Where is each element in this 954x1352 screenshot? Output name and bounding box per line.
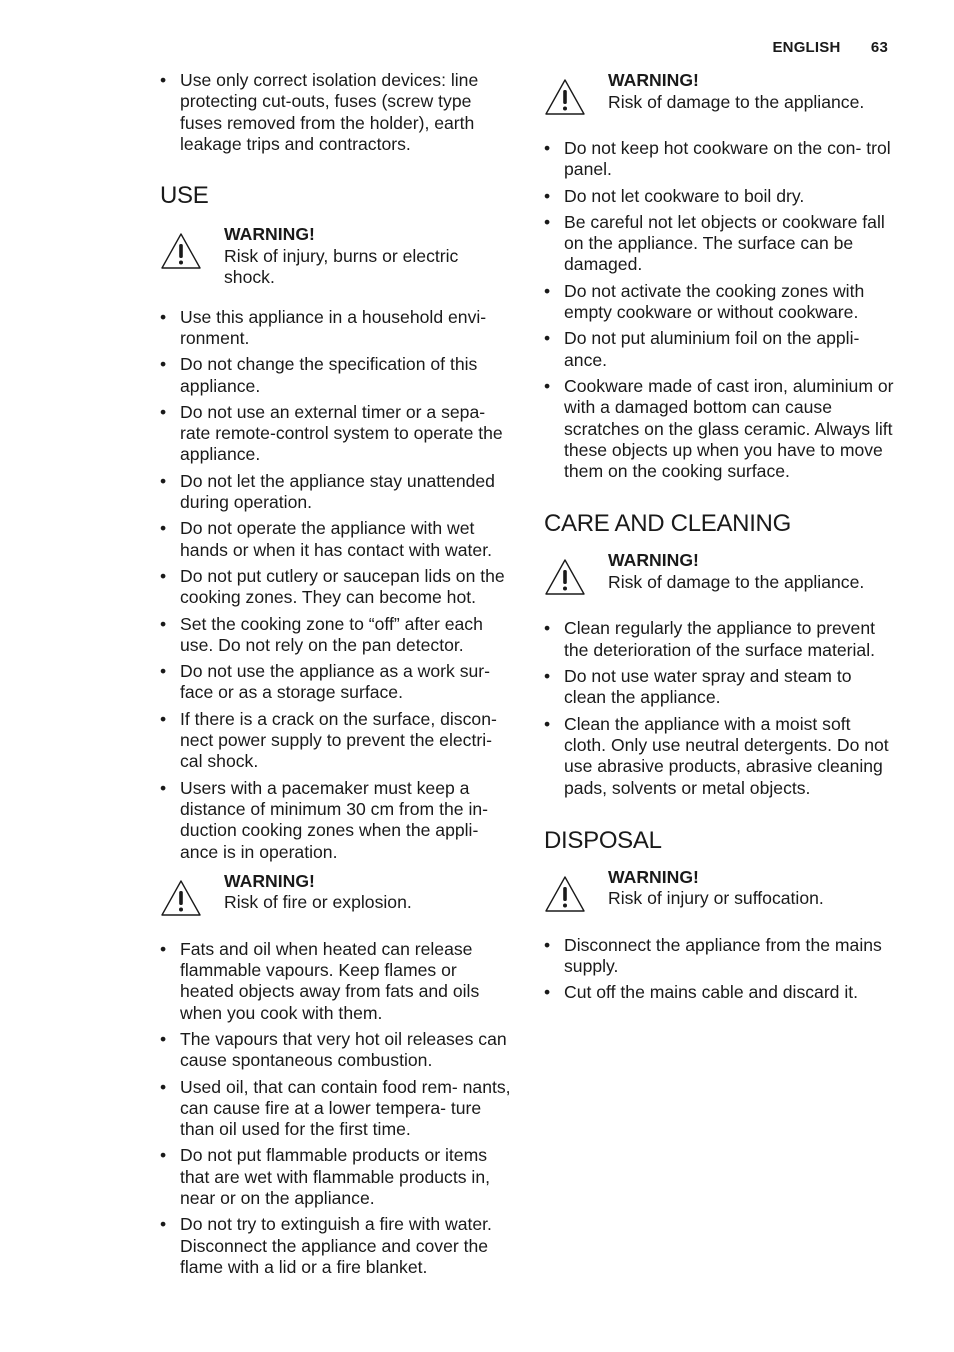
- right-column: [544, 70, 896, 1009]
- list-item: • Use only correct isolation devices: line protecting cut-outs, fuses (screw type fuses removed from the holder), earth leakage trips and contractors.: [160, 70, 512, 155]
- list-item: • Do not use water spray and steam to clean the appliance.: [544, 666, 896, 709]
- section-title-use: USE: [160, 182, 209, 210]
- warning-text: Risk of injury or suffocation.: [608, 888, 824, 909]
- list-item: • Fats and oil when heated can release flammable vapours. Keep flames or heated objects away from fats and oils when you cook with them.: [160, 939, 512, 1024]
- list-item: • Cut off the mains cable and discard it.: [544, 982, 896, 1003]
- page-header: [772, 39, 888, 56]
- warning-triangle-icon: [544, 78, 586, 116]
- cleaning-list: [544, 618, 896, 798]
- list-item: • Use this appliance in a household envi- ronment.: [160, 307, 512, 350]
- list-item: • Do not put flammable products or items that are wet with flammable products in, near or on the appliance.: [160, 1145, 512, 1209]
- warning-title: WARNING!: [608, 550, 699, 571]
- warning-text: Risk of fire or explosion.: [224, 892, 412, 913]
- warning-text: Risk of damage to the appliance.: [608, 571, 865, 592]
- use-list: [160, 307, 512, 863]
- list-item: • Do not use an external timer or a sepa- rate remote-control system to operate the appliance.: [160, 402, 512, 466]
- warning-text: Risk of damage to the appliance.: [608, 91, 865, 112]
- warning-triangle-icon: [160, 879, 202, 917]
- list-item: • Users with a pacemaker must keep a distance of minimum 30 cm from the in- duction cooking zones when the appli- ance is in operation.: [160, 778, 512, 863]
- left-column: [160, 70, 512, 1283]
- list-item: • Do not keep hot cookware on the con- trol panel.: [544, 138, 896, 181]
- page-number: 63: [870, 39, 888, 56]
- warning-triangle-icon: [544, 875, 586, 913]
- list-item: • Do not use the appliance as a work sur- face or as a storage surface.: [160, 661, 512, 704]
- warning-title: WARNING!: [608, 70, 699, 90]
- warning-text: Risk of injury, burns or electric shock.: [224, 245, 459, 288]
- header-language: ENGLISH: [772, 39, 841, 56]
- warning-damage: [544, 70, 896, 120]
- list-item: • Do not change the specification of this appliance.: [160, 354, 512, 397]
- section-title-care: CARE AND CLEANING: [544, 510, 791, 538]
- list-item: • Do not let cookware to boil dry.: [544, 186, 896, 207]
- list-item: • Used oil, that can contain food rem- nants, can cause fire at a lower tempera- ture than oil used for the first time.: [160, 1077, 512, 1141]
- list-item: • Do not try to extinguish a fire with water. Disconnect the appliance and cover the flame with a lid or a fire blanket.: [160, 1214, 512, 1278]
- warning-triangle-icon: [544, 558, 586, 596]
- warning-injury: [160, 224, 512, 289]
- section-title-disposal: DISPOSAL: [544, 826, 662, 854]
- list-item: • Clean the appliance with a moist soft cloth. Only use neutral detergents. Do not use abrasive products, abrasive cleaning pads, solvents or metal objects.: [544, 714, 896, 799]
- list-item: • The vapours that very hot oil releases can cause spontaneous combustion.: [160, 1029, 512, 1072]
- list-item: • Do not put cutlery or saucepan lids on the cooking zones. They can become hot.: [160, 566, 512, 609]
- list-item: • Be careful not let objects or cookware fall on the appliance. The surface can be damaged.: [544, 212, 896, 276]
- warning-title: WARNING!: [224, 224, 315, 245]
- fire-list: [160, 939, 512, 1278]
- list-item: • Cookware made of cast iron, aluminium or with a damaged bottom can cause scratches on the glass ceramic. Always lift these objects up when you have to move them on the cooking surface.: [544, 376, 896, 482]
- warning-triangle-icon: [160, 232, 202, 270]
- isolation-list: [160, 70, 512, 155]
- warning-care: [544, 550, 896, 600]
- list-item: • Do not activate the cooking zones with empty cookware or without cookware.: [544, 281, 896, 324]
- warning-disposal: [544, 867, 896, 917]
- list-item: • Set the cooking zone to “off” after each use. Do not rely on the pan detector.: [160, 614, 512, 657]
- warning-title: WARNING!: [224, 870, 315, 891]
- cookware-list: [544, 138, 896, 482]
- list-item: • Clean regularly the appliance to prevent the deterioration of the surface material.: [544, 618, 896, 661]
- warning-title: WARNING!: [608, 866, 699, 887]
- list-item: • Do not put aluminium foil on the appli- ance.: [544, 328, 896, 371]
- list-item: • Disconnect the appliance from the mains supply.: [544, 935, 896, 978]
- warning-fire: [160, 871, 512, 921]
- disposal-list: [544, 935, 896, 1004]
- list-item: • If there is a crack on the surface, discon- nect power supply to prevent the electri- cal shock.: [160, 709, 512, 773]
- list-item: • Do not operate the appliance with wet hands or when it has contact with water.: [160, 518, 512, 561]
- list-item: • Do not let the appliance stay unattended during operation.: [160, 471, 512, 514]
